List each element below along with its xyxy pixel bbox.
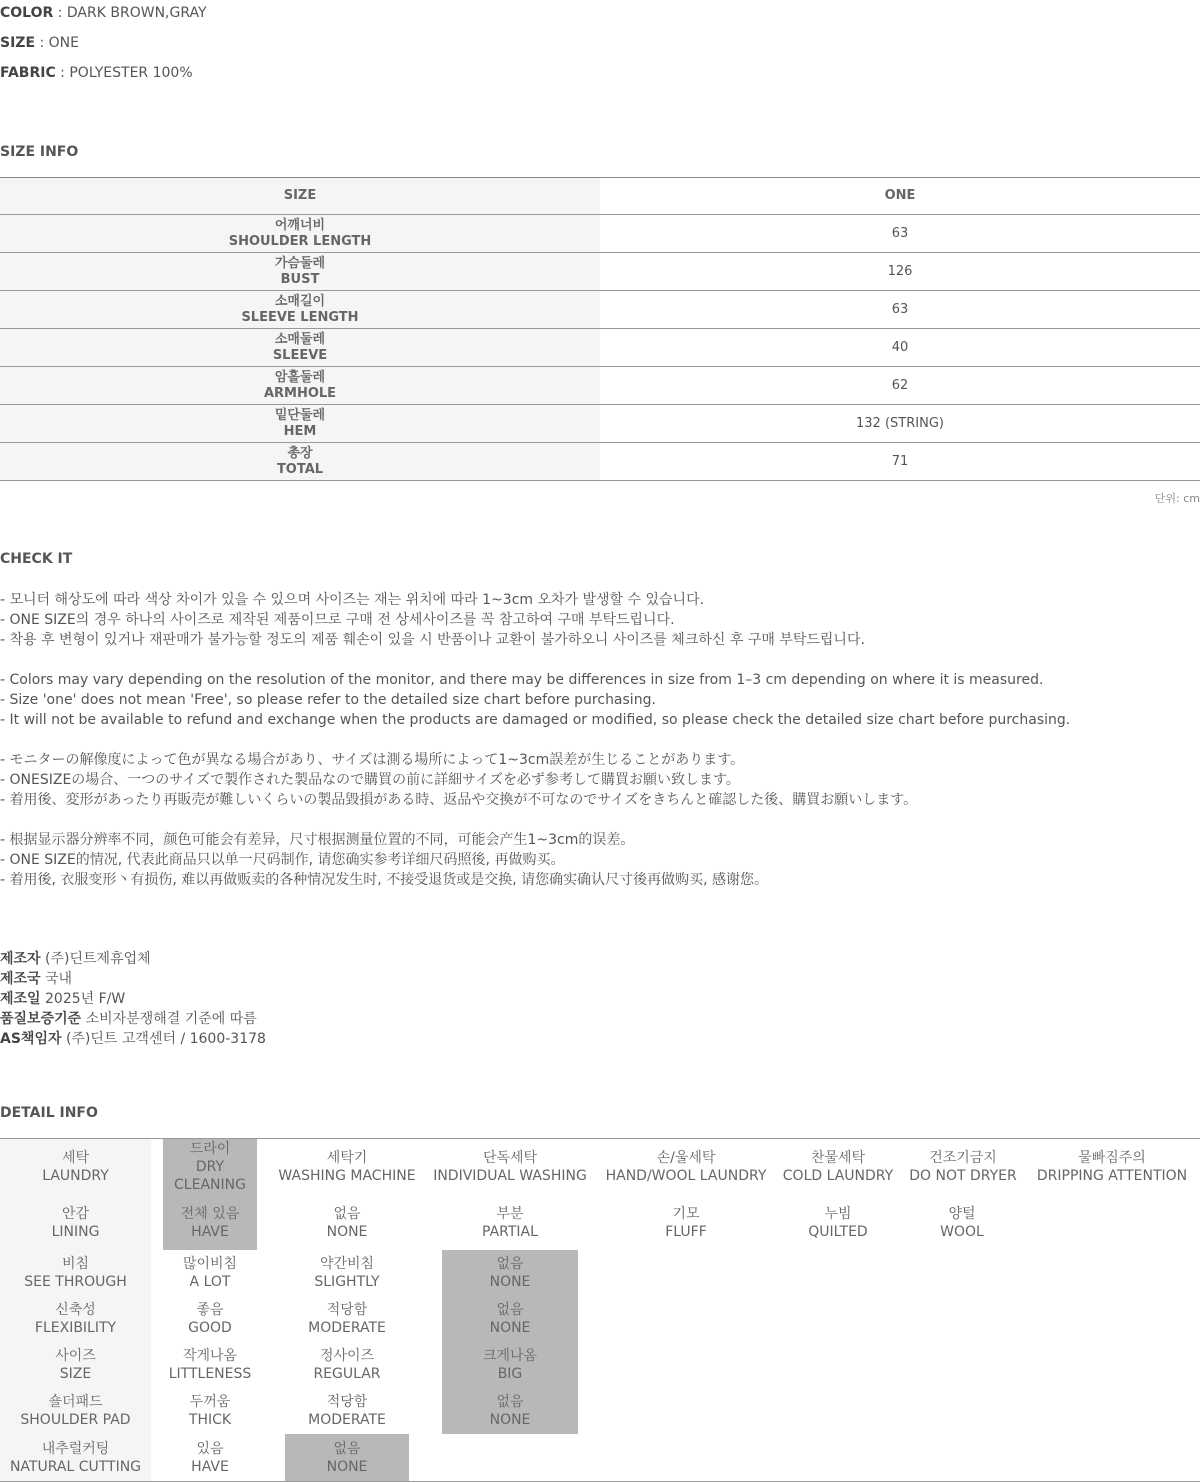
spec-value: : ONE [35,35,79,51]
option-kr: 적당함 [326,1394,368,1410]
detail-label-kr: 신축성 [55,1302,96,1318]
option-kr: 찬물세탁 [810,1150,866,1166]
detail-label-kr: 사이즈 [55,1348,96,1364]
size-row-value: 71 [600,443,1200,481]
notes-korean [0,590,1200,650]
size-info-title: SIZE INFO [0,144,79,160]
option-en: DO NOT DRYER [909,1168,1017,1184]
option-en: QUILTED [808,1223,868,1240]
detail-label-kr: 안감 [61,1205,90,1222]
spec-value: : DARK BROWN,GRAY [53,5,207,21]
size-row-kr: 가슴둘레 [274,255,326,271]
detail-label-kr: 숄더패드 [48,1394,103,1410]
option-kr: 작게나옴 [182,1348,238,1364]
detail-info-title: DETAIL INFO [0,1105,98,1121]
option-kr: 전체 있음 [180,1205,240,1222]
option-kr: 부분 [496,1205,524,1222]
option-kr: 양털 [948,1205,976,1222]
maker-row [0,1009,266,1029]
table-row [0,329,1200,367]
size-row-label [0,405,600,443]
maker-row [0,1029,266,1049]
option-kr: 누빔 [824,1205,852,1222]
size-row-en: SLEEVE LENGTH [241,309,359,325]
detail-label-en: NATURAL CUTTING [9,1458,142,1475]
size-table [0,177,1200,481]
option-kr: 크게나옴 [482,1348,538,1364]
size-header-label: SIZE [0,178,600,215]
size-row-value: 63 [600,215,1200,253]
maker-value: (주)딘트제휴업체 [40,951,151,967]
spec-label: FABRIC [0,65,56,81]
size-row-value: 40 [600,329,1200,367]
table-row [0,443,1200,481]
size-row-value: 126 [600,253,1200,291]
detail-option [257,1250,437,1296]
option-kr: 손/울세탁 [656,1150,716,1166]
note-line: - 착용 후 변형이 있거나 재판매가 불가능할 정도의 제품 훼손이 있을 시 반품이나 교환이 불가하오니 사이즈를 체크하신 후 구매 부탁드립니다. [0,632,865,648]
detail-label-en: FLEXIBILITY [34,1320,117,1336]
size-row-en: BUST [280,271,320,287]
option-en: THICK [188,1412,232,1428]
detail-option [257,1195,437,1250]
maker-value: (주)딘트 고객센터 / 1600-3178 [61,1031,266,1047]
spec-fabric [0,65,193,81]
detail-option-selected [420,1388,600,1434]
table-row [0,367,1200,405]
detail-label-en: LAUNDRY [42,1168,109,1184]
maker-label: 품질보증기준 [0,1011,82,1027]
detail-option [257,1139,437,1195]
maker-info [0,949,266,1049]
spec-color [0,5,207,21]
detail-label-en: LINING [51,1223,100,1240]
option-kr: 세탁기 [326,1150,368,1166]
check-it-title: CHECK IT [0,551,73,567]
spec-label: SIZE [0,35,36,51]
detail-option [420,1139,600,1195]
maker-row [0,969,266,989]
option-kr: 없음 [333,1205,361,1222]
size-row-label [0,367,600,405]
note-line: - ONE SIZE의 경우 하나의 사이즈로 제작된 제품이므로 구매 전 상세사이즈를 꼭 참고하여 구매 부탁드립니다. [0,612,675,628]
size-row-label [0,329,600,367]
size-row-en: ARMHOLE [263,385,337,401]
table-row [0,405,1200,443]
option-en: GOOD [188,1320,232,1336]
option-en: NONE [489,1320,531,1336]
size-row-kr: 총장 [287,445,313,461]
detail-option [257,1388,437,1434]
option-en: HAVE [191,1458,229,1475]
spec-label: COLOR [0,5,54,21]
size-row-en: SHOULDER LENGTH [228,233,372,249]
table-row [0,215,1200,253]
option-kr: 있음 [196,1440,224,1457]
note-line: - 着用後、変形があったり再販売が難しいくらいの製品毀損がある時、返品や交換が不可なのでサイズをきちんと確認した後、購買お願いします。 [0,792,918,808]
detail-label-kr: 비침 [61,1256,90,1272]
detail-label-kr: 내추럴커팅 [41,1440,110,1457]
option-kr: 드라이 [189,1141,231,1157]
detail-option [257,1342,437,1388]
size-row-kr: 소매둘레 [274,331,326,347]
spec-value: : POLYESTER 100% [55,65,193,81]
detail-option-selected [420,1342,600,1388]
notes-english [0,670,1200,730]
size-row-label [0,215,600,253]
detail-option [1022,1139,1200,1195]
detail-option [420,1195,600,1250]
option-kr: 없음 [333,1440,361,1457]
size-row-kr: 소매길이 [274,293,326,309]
note-line: - 着用後, 衣服变形丶有损伤, 难以再做贩卖的各种情况发生时, 不接受退货或是交换, 请您确实确认尺寸後再做购买, 感谢您。 [0,872,769,888]
detail-label-en: SEE THROUGH [24,1274,127,1290]
option-kr: 기모 [672,1205,700,1222]
option-en: NONE [326,1458,368,1475]
detail-label-en: SHOULDER PAD [20,1412,131,1428]
note-line: - モニターの解像度によって色が異なる場合があり、サイズは測る場所によって1~3cm誤差が生じることがあります。 [0,752,745,768]
option-kr: 좋음 [196,1302,224,1318]
option-en: WOOL [940,1223,984,1240]
option-kr: 약간비침 [319,1256,375,1272]
size-row-en: HEM [283,423,317,439]
option-en: A LOT [189,1274,231,1290]
size-row-kr: 밑단둘레 [274,407,326,423]
unit-note: 단위: cm [1154,492,1200,505]
check-it-notes [0,590,1200,910]
size-row-value: 63 [600,291,1200,329]
option-kr: 없음 [496,1394,524,1410]
detail-info-grid [0,1138,1200,1482]
option-en: MODERATE [308,1320,386,1336]
option-kr: 없음 [496,1256,524,1272]
option-en: HAND/WOOL LAUNDRY [605,1168,767,1184]
size-row-value: 132 (STRING) [600,405,1200,443]
detail-label-kr: 세탁 [61,1150,90,1166]
option-en: MODERATE [308,1412,386,1428]
option-en: CLEANING [174,1177,246,1193]
table-row [0,291,1200,329]
size-row-en: SLEEVE [272,347,328,363]
note-line: - Colors may vary depending on the resolution of the monitor, and there may be differences in size from 1–3 cm depending on where it is measured. [0,672,1044,688]
note-line: - ONESIZEの場合、一つのサイズで製作された製品なので購買の前に詳細サイズを必ず参考して購買お願い致します。 [0,772,740,788]
detail-option-selected [420,1250,600,1296]
size-header-value: ONE [600,178,1200,215]
size-row-label [0,291,600,329]
notes-chinese [0,830,1200,890]
option-en: NONE [489,1274,531,1290]
size-row-label [0,443,600,481]
option-kr: 없음 [496,1302,524,1318]
option-kr: 두꺼움 [189,1394,231,1410]
option-en: DRY [195,1159,225,1175]
size-table-header [0,178,1200,215]
detail-option-selected [257,1434,437,1481]
option-kr: 물빠짐주의 [1078,1150,1146,1166]
option-en: SLIGHTLY [314,1274,380,1290]
maker-label: 제조일 [0,991,41,1007]
note-line: - It will not be available to refund and exchange when the products are damaged or modified, so please check the detailed size chart before purchasing. [0,712,1071,728]
maker-row [0,989,266,1009]
option-en: FLUFF [665,1223,707,1240]
table-row [0,253,1200,291]
size-row-kr: 어깨너비 [274,217,326,233]
size-row-value: 62 [600,367,1200,405]
option-kr: 정사이즈 [319,1348,375,1364]
option-en: COLD LAUNDRY [782,1168,894,1184]
maker-value: 국내 [40,971,73,987]
detail-option [872,1195,1052,1250]
option-en: NONE [489,1412,531,1428]
detail-option-selected [420,1296,600,1342]
maker-row [0,949,266,969]
option-en: PARTIAL [482,1223,538,1240]
option-kr: 건조기금지 [929,1150,997,1166]
maker-value: 소비자분쟁해결 기준에 따름 [81,1011,257,1027]
size-row-label [0,253,600,291]
note-line: - ONE SIZE的情况, 代表此商品只以单一尺码制作, 请您确实参考详细尺码照後, 再做购买。 [0,852,565,868]
option-en: REGULAR [313,1366,381,1382]
option-en: BIG [497,1366,523,1382]
option-en: NONE [326,1223,368,1240]
maker-label: 제조자 [0,951,41,967]
maker-label: AS책임자 [0,1031,62,1047]
option-en: LITTLENESS [168,1366,252,1382]
size-row-en: TOTAL [276,461,324,477]
option-en: HAVE [191,1223,229,1240]
option-kr: 단독세탁 [482,1150,538,1166]
note-line: - Size 'one' does not mean 'Free', so please refer to the detailed size chart before purchasing. [0,692,656,708]
detail-option [257,1296,437,1342]
note-line: - 모니터 해상도에 따라 색상 차이가 있을 수 있으며 사이즈는 재는 위치에 따라 1~3cm 오차가 발생할 수 있습니다. [0,592,705,608]
notes-japanese [0,750,1200,810]
option-en: DRIPPING ATTENTION [1036,1168,1188,1184]
note-line: - 根据显示器分辨率不同，颜色可能会有差异，尺寸根据测量位置的不同，可能会产生1~3cm的误差。 [0,832,635,848]
option-en: WASHING MACHINE [278,1168,416,1184]
spec-size [0,35,79,51]
maker-value: 2025년 F/W [40,991,126,1007]
size-row-kr: 암홀둘레 [274,369,326,385]
option-en: INDIVIDUAL WASHING [433,1168,587,1184]
option-kr: 적당함 [326,1302,368,1318]
detail-label-en: SIZE [59,1366,92,1382]
option-kr: 많이비침 [182,1256,238,1272]
maker-label: 제조국 [0,971,41,987]
